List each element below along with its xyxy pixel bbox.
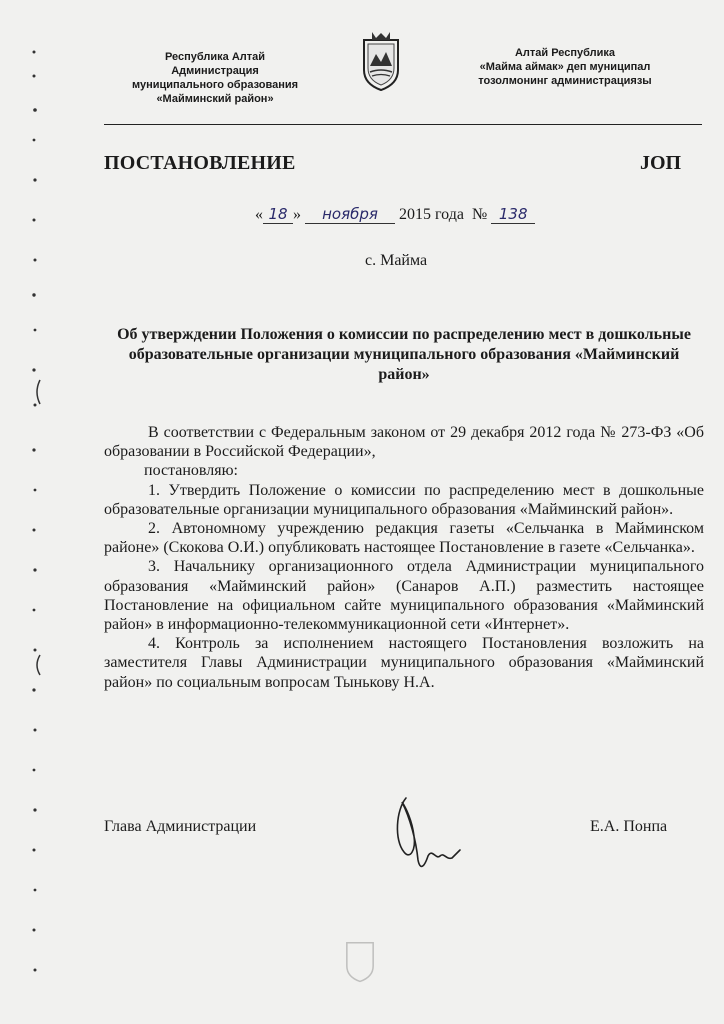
intro-paragraph: В соответствии с Федеральным законом от 29 декабря 2012 года № 273-ФЗ «Об образовании в Российской Федерации», <box>104 424 704 461</box>
issuer-line: тозолмонинг администрациязы <box>478 75 652 87</box>
document-type-title: ПОСТАНОВЛЕНИЕ <box>104 152 296 174</box>
issuer-line: «Майминский район» <box>156 93 274 105</box>
document-type-title-altai: ЈОП <box>640 152 682 174</box>
clause-3: 3. Начальнику организационного отдела Администрации муниципального образования «Майминский район» (Санаров А.П.) разместить настоящее Постановление на официальном сайте муниципального образования «Майминский район» в информационно-телекоммуникационной сети «Интернет». <box>104 558 704 634</box>
issuer-line: муниципального образования <box>131 79 299 91</box>
handwritten-month: ноября <box>305 205 395 224</box>
decree-word: постановляю: <box>144 462 238 480</box>
issuer-line: «Майма аймак» деп муниципал <box>479 61 651 73</box>
issuer-line: Республика Алтай <box>164 51 266 63</box>
number-label: № <box>471 206 488 223</box>
issuer-line: Администрация <box>171 65 259 77</box>
signatory-position: Глава Администрации <box>104 818 257 835</box>
handwritten-day: 18 <box>263 205 293 224</box>
handwritten-signature <box>376 790 476 880</box>
clause-4: 4. Контроль за исполнением настоящего Постановления возложить на заместителя Главы Администрации муниципального образования «Майминский район» по социальным вопросам Тынькову Н.А. <box>104 635 704 691</box>
document-body <box>104 423 704 692</box>
date-number-line <box>255 205 535 224</box>
quote-close: » <box>293 206 301 223</box>
issuer-line: Алтай Республика <box>514 47 616 59</box>
signatory-name: Е.А. Понпа <box>590 818 668 835</box>
year-text: 2015 года <box>399 206 464 223</box>
issuer-block-russian <box>100 50 330 106</box>
place-of-issue: с. Майма <box>365 252 428 269</box>
bleed-through-emblem <box>340 935 380 983</box>
margin-marks <box>28 30 42 1010</box>
coat-of-arms-emblem <box>358 30 404 92</box>
header-divider <box>104 124 702 125</box>
quote-open: « <box>255 206 263 223</box>
issuer-block-altai <box>445 46 685 88</box>
document-subject: Об утверждении Положения о комиссии по распределению мест в дошкольные образовательные организации муниципального образования «Майминский район» <box>117 326 691 383</box>
clause-1: 1. Утвердить Положение о комиссии по распределению мест в дошкольные образовательные организации муниципального образования «Майминский район». <box>104 481 704 518</box>
handwritten-number: 138 <box>491 205 535 224</box>
clause-2: 2. Автономному учреждению редакция газеты «Сельчанка в Майминском районе» (Скокова О.И.) опубликовать настоящее Постановление в газете «Сельчанка». <box>104 520 704 557</box>
